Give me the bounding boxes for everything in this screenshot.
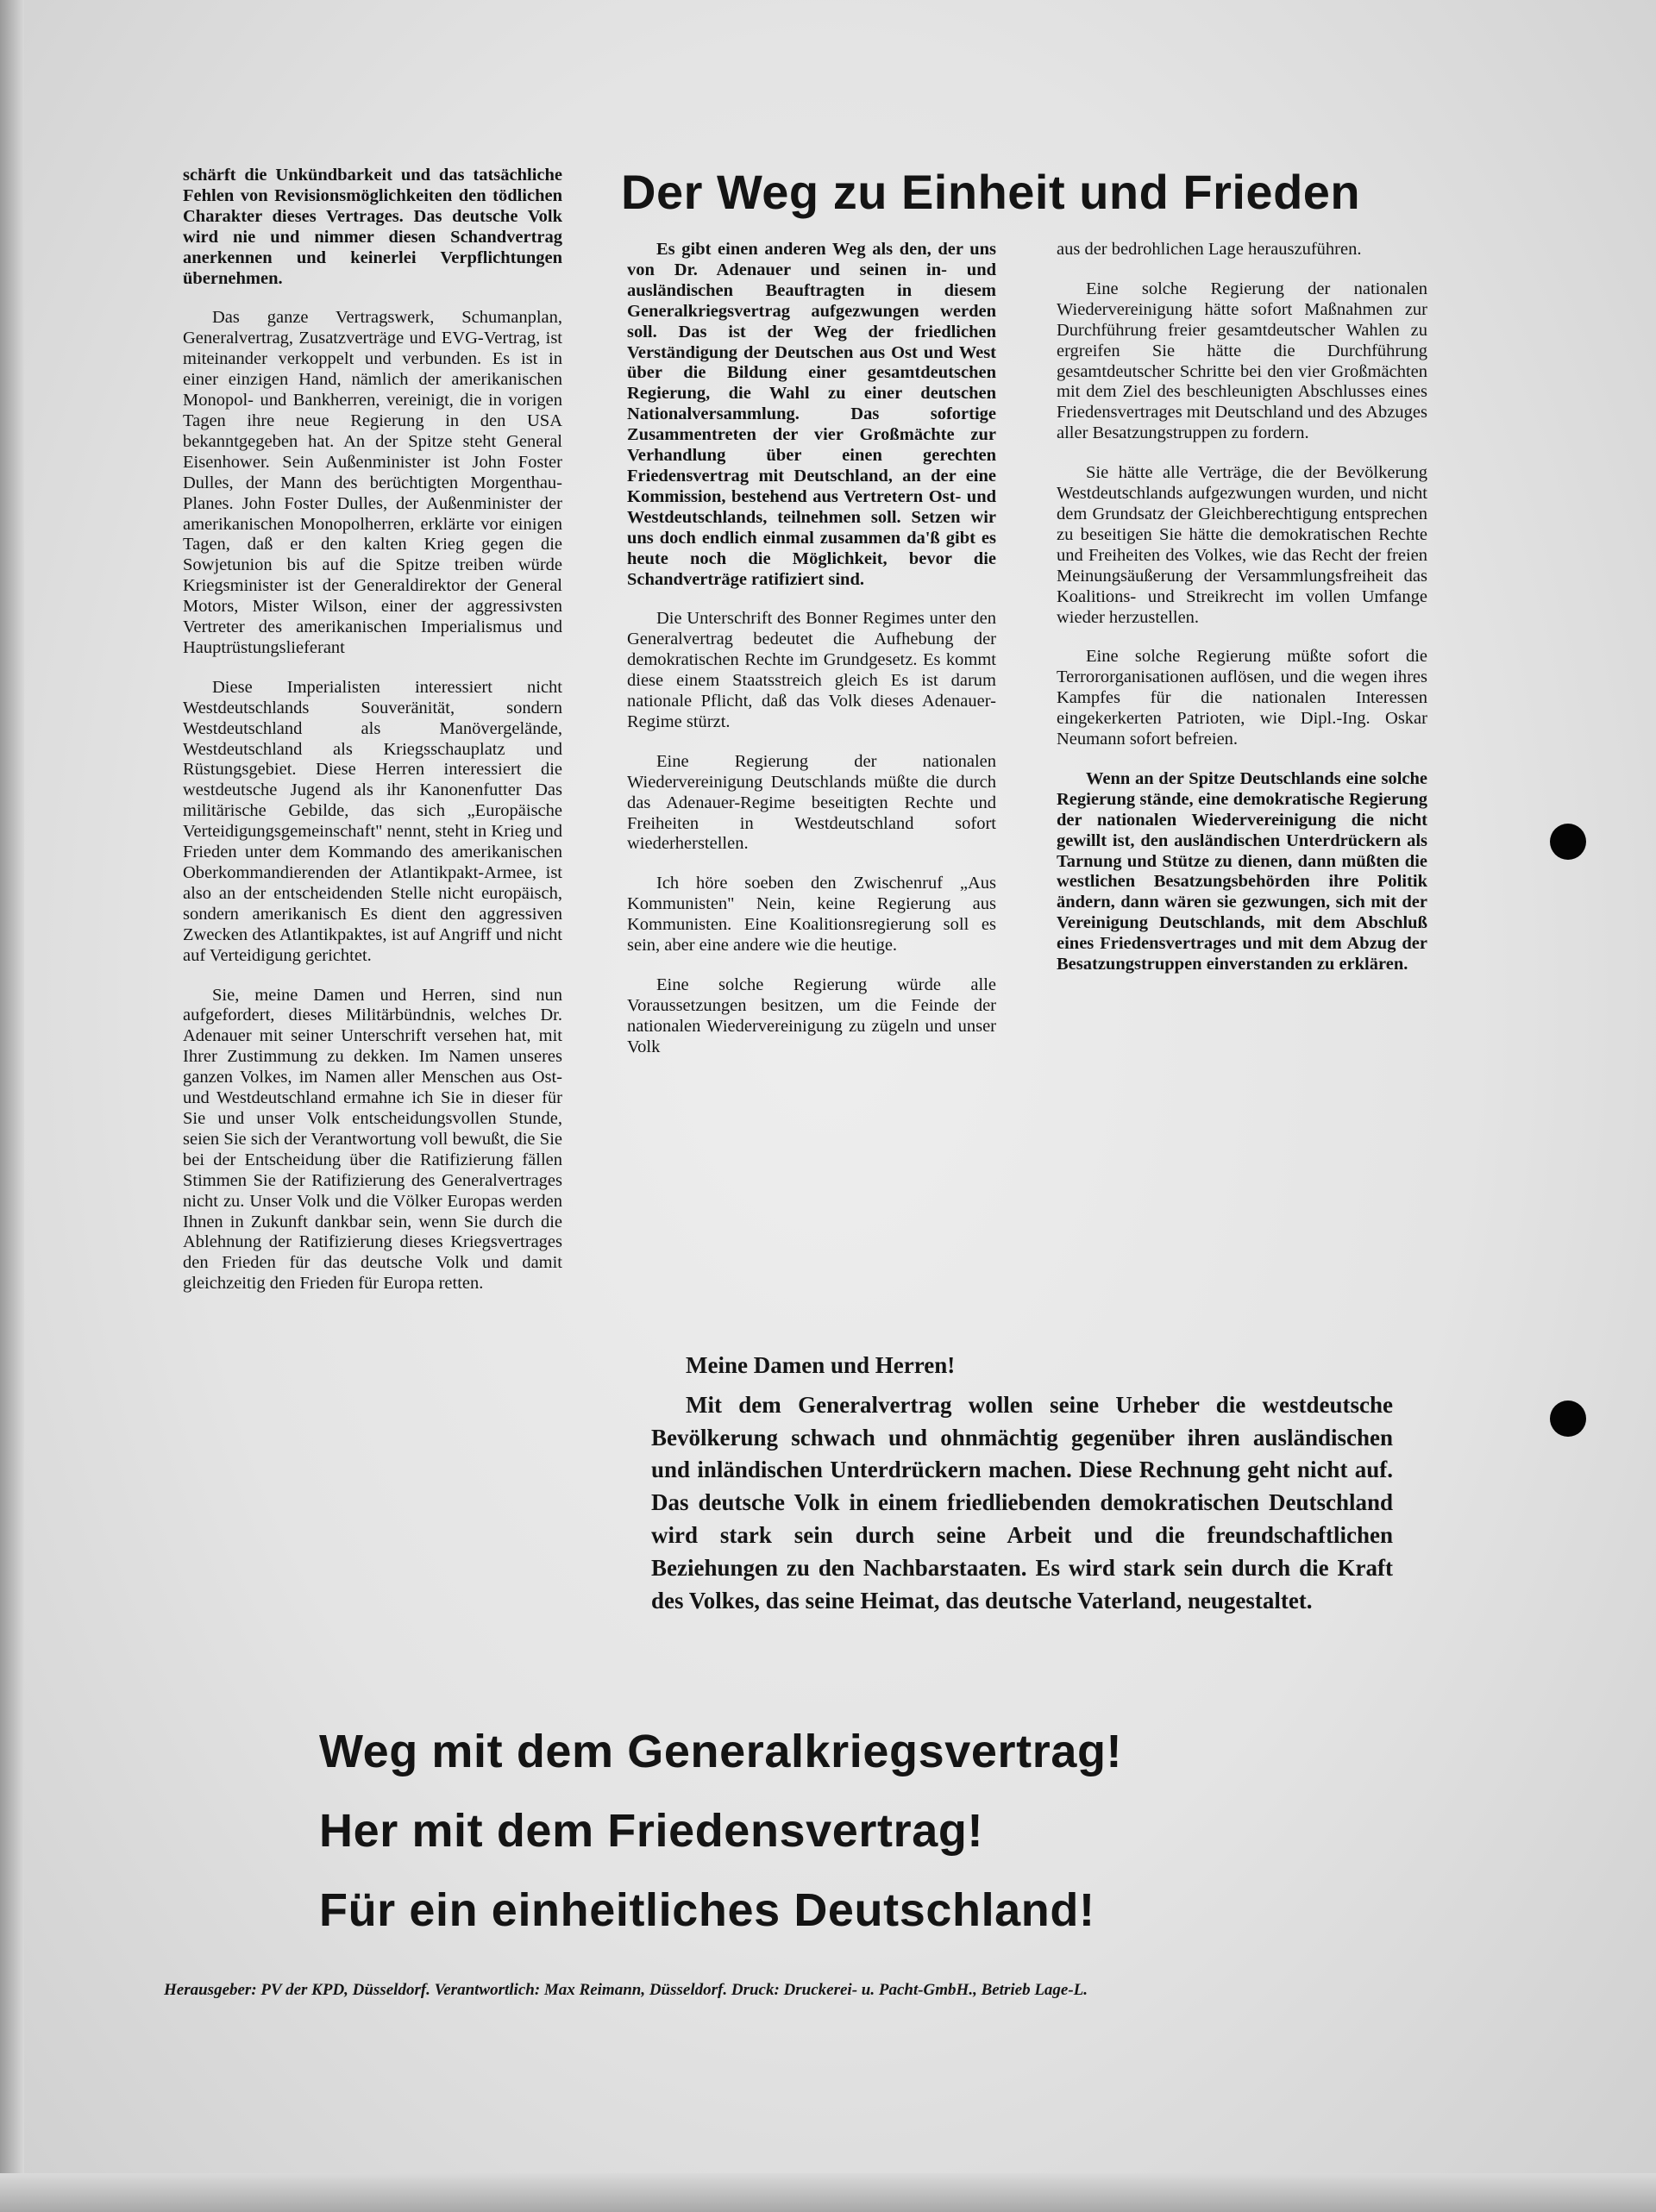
paragraph: Die Unterschrift des Bonner Regimes unter den Generalvertrag bedeutet die Aufhebung der demokratischen Rechte im Grundgesetz. Es kommt diese einem Staatsstreich gleich Es ist darum nationale Pflicht, daß das Volk dieses Adenauer-Regime stürzt.	[627, 609, 996, 731]
slogan-line: Her mit dem Friedensvertrag!	[319, 1805, 984, 1857]
paragraph: Eine Regierung der nationalen Wiedervereinigung Deutschlands müßte die durch das Adenauer-Regime beseitigten Rechte und Freiheiten in Westdeutschland sofort wiederherstellen.	[627, 751, 996, 854]
paragraph: Eine solche Regierung müßte sofort die Terrororganisationen auflösen, und die wegen ihres Kampfes für die nationalen Interessen eingekerkerten Patrioten, wie Dipl.-Ing. Oskar Neumann sofort befreien.	[1057, 647, 1427, 749]
paragraph: Das ganze Vertragswerk, Schumanplan, Generalvertrag, Zusatzverträge und EVG-Vertrag, ist miteinander verkoppelt und verbunden. Es ist in einer einzigen Hand, nämlich der amerikanischen Monopol- und Bankherren, vereinigt, die in vorigen Tagen ihre neue Regierung in den USA bekanntgegeben hat. An der Spitze steht General Eisenhower. Sein Außenminister ist John Foster Dulles, der Mann des berüchtigten Morgenthau-Planes. John Foster Dulles, der Außenminister der amerikanischen Monopolherren, erklärte vor einigen Tagen, daß er den kalten Krieg gegen die Sowjetunion bis auf die Spitze treiben würde Kriegsminister ist der Generaldirektor der General Motors, Mister Wilson, einer der aggressivsten Vertreter des amerikanischen Imperialismus und Hauptrüstungslieferant	[183, 308, 562, 657]
paragraph: Ich höre soeben den Zwischenruf „Aus Kommunisten" Nein, keine Regierung aus Kommunisten. Eine Koalitionsregierung soll es sein, aber eine andere wie die heutige.	[627, 874, 996, 956]
paragraph: Eine solche Regierung der nationalen Wiedervereinigung hätte sofort Maßnahmen zur Durchführung freier gesamtdeutscher Wahlen zu ergreifen Sie hätte die Durchführung gesamtdeutscher Schritte bei den vier Großmächten mit dem Ziel des beschleunigten Abschlusses eines Friedensvertrages mit Deutschland und des Abzuges aller Besatzungstruppen zu fordern.	[1057, 279, 1427, 443]
punch-hole-icon	[1550, 1401, 1586, 1437]
paragraph: Eine solche Regierung würde alle Voraussetzungen besitzen, um die Feinde der nationalen Wiedervereinigung zu zügeln und unser Volk	[627, 975, 996, 1056]
slogan-line: Für ein einheitliches Deutschland!	[319, 1884, 1095, 1936]
paper-edge-left	[0, 0, 24, 2212]
paragraph: Diese Imperialisten interessiert nicht Westdeutschlands Souveränität, sondern Westdeutschland als Manövergelände, Westdeutschland als Kriegsschauplatz und Rüstungsgebiet. Diese Herren interessiert die westdeutsche Jugend als ihr Kanonenfutter Das militärische Gebilde, das sich „Europäische Verteidigungsgemeinschaft" nennt, steht in Krieg und Frieden unter dem Kommando des amerikanischen Oberkommandierenden der Atlantikpakt-Armee, ist also an der entscheidenden Stelle nicht europäisch, sondern amerikanisch Es dient den aggressiven Zwecken des Atlantikpaktes, ist auf Angriff und nicht auf Verteidigung gerichtet.	[183, 677, 562, 965]
text-column-2	[627, 240, 996, 1077]
paragraph: Wenn an der Spitze Deutschlands eine solche Regierung stände, eine demokratische Regierung der nationalen Wiedervereinigung die nicht gewillt ist, den ausländischen Unterdrückern als Tarnung und Stütze zu dienen, dann müßten die westlichen Besatzungsbehörden ihre Politik ändern, dann wären sie gezwungen, sich mit der Vereinigung Deutschlands, mit dem Abschluß eines Friedensvertrages und mit dem Abzug der Besatzungstruppen einverstanden zu erklären.	[1057, 768, 1427, 974]
text-column-1	[183, 166, 562, 1313]
slogans	[319, 1712, 1354, 1950]
closing-paragraph: Mit dem Generalvertrag wollen seine Urheber die westdeutsche Bevölkerung schwach und ohnmächtig gegenüber ihren ausländischen und inländischen Unterdrückern machen. Diese Rechnung geht nicht auf. Das deutsche Volk in einem friedliebenden demokratischen Deutschland wird stark sein durch seine Arbeit und die freundschaftlichen Beziehungen zu den Nachbarstaaten. Es wird stark sein durch die Kraft des Volkes, das seine Heimat, das deutsche Vaterland, neugestaltet.	[651, 1391, 1393, 1614]
imprint: Herausgeber: PV der KPD, Düsseldorf. Verantwortlich: Max Reimann, Düsseldorf. Druck: Druckerei- u. Pacht-GmbH., Betrieb Lage-L.	[164, 1981, 1088, 1999]
slogan-line: Weg mit dem Generalkriegsvertrag!	[319, 1726, 1123, 1777]
paper-edge-bottom	[0, 2173, 1656, 2212]
paragraph: schärft die Unkündbarkeit und das tatsächliche Fehlen von Revisionsmöglichkeiten den tödlichen Charakter dieses Vertrages. Das deutsche Volk wird nie und nimmer diesen Schandvertrag anerkennen und keinerlei Verpflichtungen übernehmen.	[183, 166, 562, 288]
paragraph: Es gibt einen anderen Weg als den, der uns von Dr. Adenauer und seinen in- und ausländischen Beauftragten in diesem Generalkriegsvertrag aufgezwungen werden soll. Das ist der Weg der friedlichen Verständigung der Deutschen aus Ost und West über die Bildung einer gesamtdeutschen Regierung, die Wahl zu einer deutschen Nationalversammlung. Das sofortige Zusammentreten der vier Großmächte zur Verhandlung über einen gerechten Friedensvertrag mit Deutschland, an der eine Kommission, bestehend aus Vertretern Ost- und Westdeutschlands, teilnehmen soll. Setzen wir uns doch endlich einmal zusammen da'ß gibt es heute noch die Möglichkeit, bevor die Schandverträge ratifiziert sind.	[627, 240, 996, 589]
paragraph: Sie, meine Damen und Herren, sind nun aufgefordert, dieses Militärbündnis, welches Dr. Adenauer mit seiner Unterschrift versehen hat, mit Ihrer Zustimmung zu dekken. Im Namen unseres ganzen Volkes, im Namen aller Menschen aus Ost- und Westdeutschland ermahne ich Sie in dieser für Sie und unser Volk entscheidungsvollen Stunde, seien Sie sich der Verantwortung voll bewußt, die Sie bei der Entscheidung über die Ratifizierung fällen Stimmen Sie der Ratifizierung des Generalvertrages nicht zu. Unser Volk und die Völker Europas werden Ihnen in Zukunft dankbar sein, wenn Sie durch die Ablehnung der Ratifizierung dieses Kriegsvertrages den Frieden für das deutsche Volk und damit gleichzeitig den Frieden für Europa retten.	[183, 985, 562, 1294]
paragraph: Sie hätte alle Verträge, die der Bevölkerung Westdeutschlands aufgezwungen wurden, und nicht dem Grundsatz der Gleichberechtigung entsprechen zu beseitigen Sie hätte die demokratischen Rechte und Freiheiten des Volkes, wie das Recht der freien Meinungsäußerung der Versammlungsfreiheit das Koalitions- und Streikrecht im vollen Umfange wieder herzustellen.	[1057, 463, 1427, 627]
closing-block	[651, 1350, 1393, 1617]
punch-hole-icon	[1550, 824, 1586, 860]
text-column-3	[1057, 240, 1427, 994]
paragraph: aus der bedrohlichen Lage herauszuführen.	[1057, 240, 1362, 259]
headline: Der Weg zu Einheit und Frieden	[621, 165, 1361, 219]
salutation: Meine Damen und Herren!	[686, 1352, 956, 1378]
